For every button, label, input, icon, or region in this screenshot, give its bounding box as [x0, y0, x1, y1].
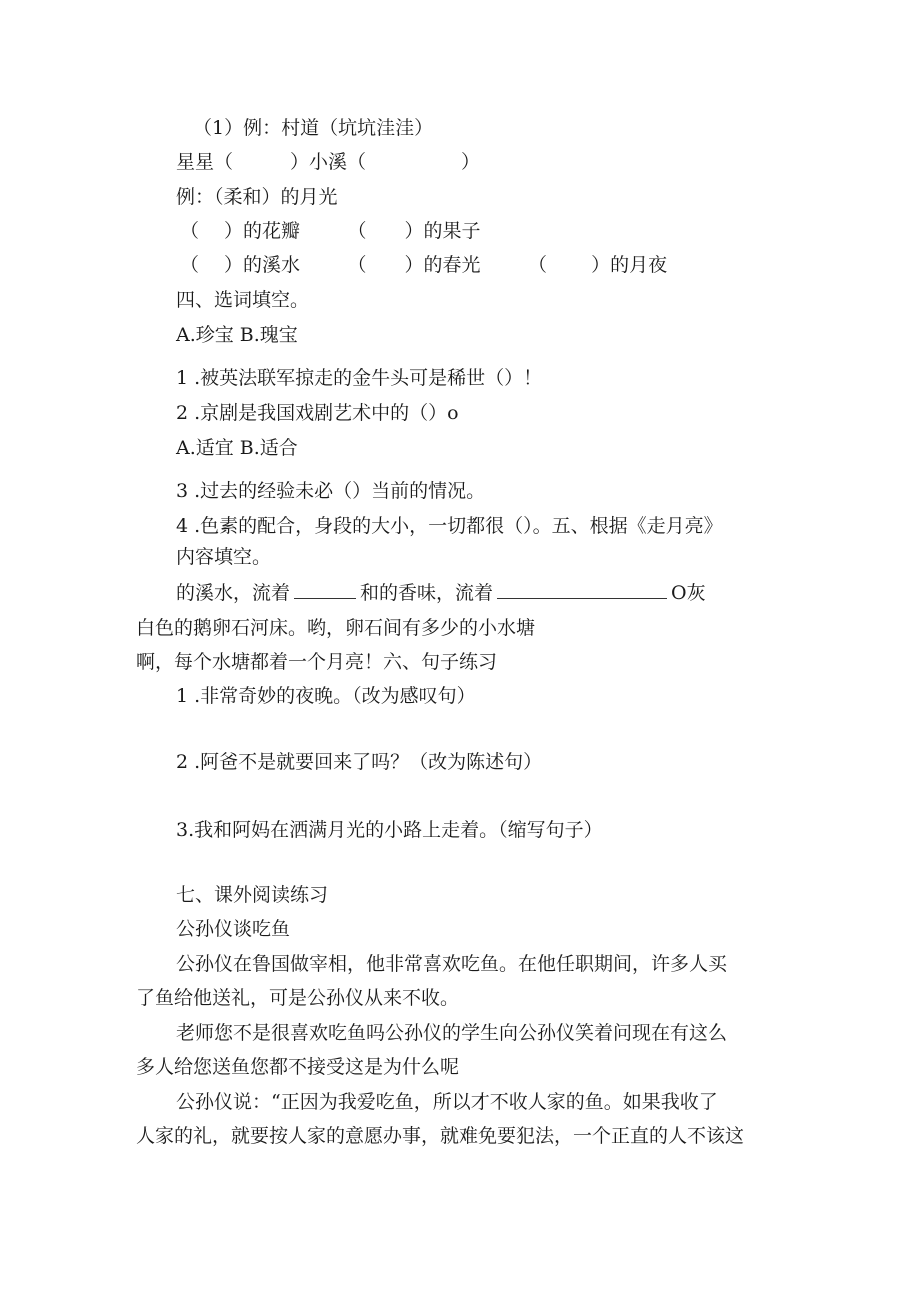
question-4: 4 .色素的配合，身段的大小，一切都很（）。五、根据《走月亮》	[176, 515, 723, 537]
fill-stream-passage	[176, 581, 706, 605]
section-five-continued: 内容填空。	[176, 546, 272, 568]
question-2: 2 .京剧是我国戏剧艺术中的（）o	[176, 402, 459, 424]
example-village-road: （1）例：村道（坑坑洼洼）	[193, 117, 434, 139]
example-soft-moonlight: 例：（柔和）的月光	[176, 186, 338, 208]
passage-line-2: 白色的鹅卵石河床。哟，卵石间有多少的小水塘	[136, 617, 536, 639]
section-seven-heading: 七、课外阅读练习	[176, 884, 329, 906]
fill-petals-fruits: （ ）的花瓣 （ ）的果子	[180, 220, 481, 242]
passage-part-b: 和的香味，流着	[360, 582, 494, 604]
choice-options-1: A.珍宝 B.瑰宝	[176, 324, 298, 346]
reading-para-1-cont: 了鱼给他送礼，可是公孙仪从来不收。	[136, 987, 460, 1009]
sentence-task-3: 3.我和阿妈在洒满月光的小路上走着。（缩写句子）	[176, 819, 603, 841]
sentence-task-2: 2 .阿爸不是就要回来了吗？（改为陈述句）	[176, 751, 543, 773]
section-four-heading: 四、选词填空。	[176, 289, 310, 311]
reading-para-3-cont: 人家的礼，就要按人家的意愿办事，就难免要犯法，一个正直的人不该这	[136, 1125, 745, 1147]
question-3: 3 .过去的经验未必（）当前的情况。	[176, 480, 486, 502]
choice-options-2: A.适宜 B.适合	[176, 437, 298, 459]
answer-blank-1[interactable]	[294, 597, 356, 599]
sentence-task-1: 1 .非常奇妙的夜晚。（改为感叹句）	[176, 685, 476, 707]
passage-part-c: O灰	[671, 582, 706, 604]
question-1: 1 .被英法联军掠走的金牛头可是稀世（）！	[176, 367, 543, 389]
passage-line-3: 啊，每个水塘都着一个月亮！六、句子练习	[136, 651, 498, 673]
reading-para-1: 公孙仪在鲁国做宰相，他非常喜欢吃鱼。在他任职期间，许多人买	[176, 953, 728, 975]
fill-stream-spring-night: （ ）的溪水 （ ）的春光 （ ）的月夜	[180, 254, 668, 276]
reading-para-2: 老师您不是很喜欢吃鱼吗公孙仪的学生向公孙仪笑着问现在有这么	[176, 1022, 728, 1044]
answer-blank-2[interactable]	[497, 597, 667, 599]
fill-stars-stream: 星星（ ）小溪（ ）	[176, 151, 481, 173]
reading-para-2-cont: 多人给您送鱼您都不接受这是为什么呢	[136, 1056, 460, 1078]
reading-title: 公孙仪谈吃鱼	[176, 918, 291, 940]
passage-part-a: 的溪水，流着	[176, 582, 291, 604]
reading-para-3: 公孙仪说：“正因为我爱吃鱼，所以才不收人家的鱼。如果我收了	[176, 1091, 718, 1113]
